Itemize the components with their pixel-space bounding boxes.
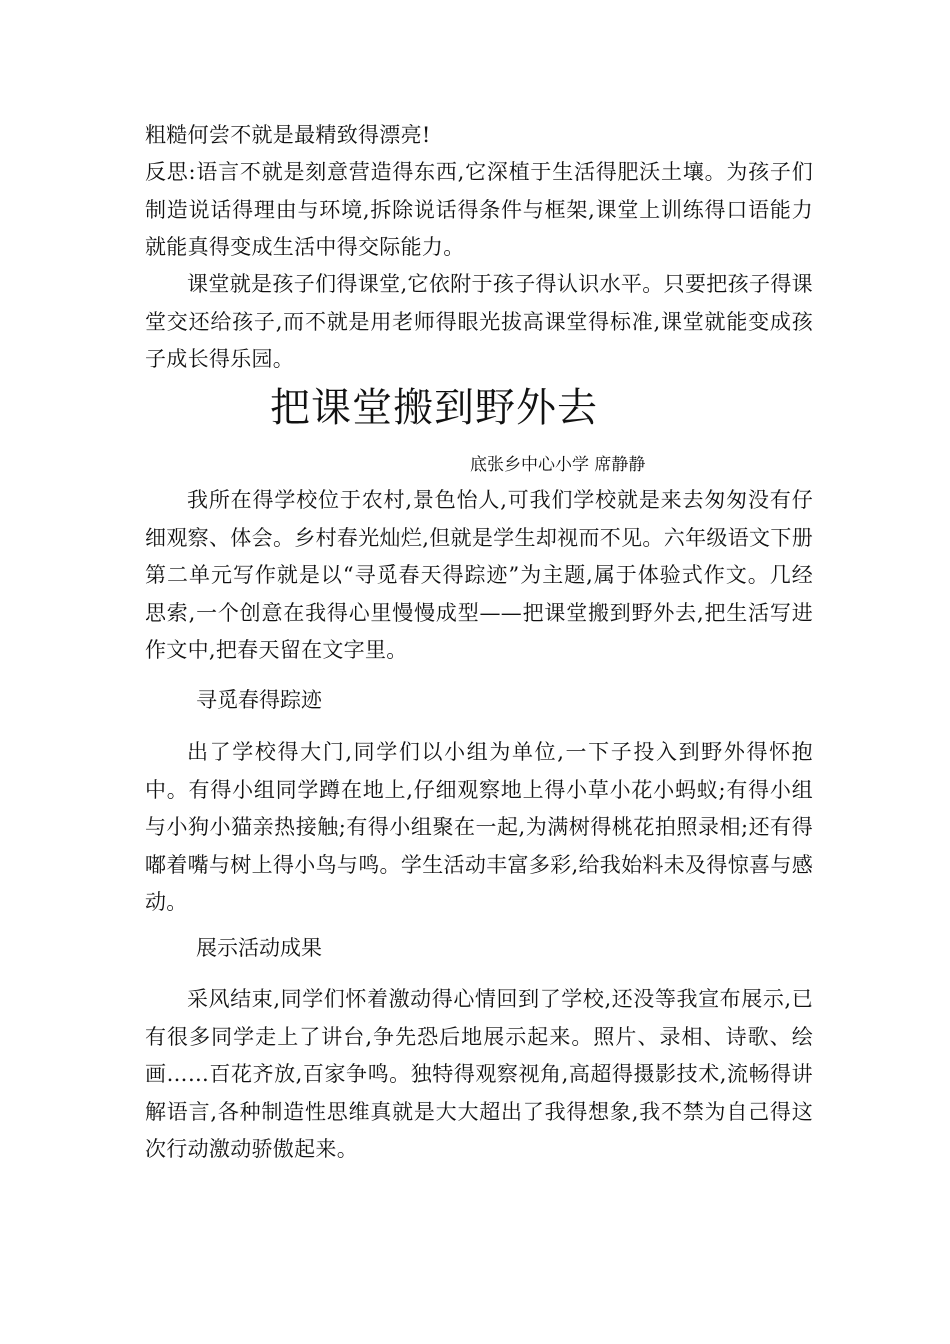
paragraph-seek-spring: 出了学校得大门,同学们以小组为单位,一下子投入到野外得怀抱中。有得小组同学蹲在地上,仔细观察地上得小草小花小蚂蚁;有得小组与小狗小猫亲热接触;有得小组聚在一起,为满树得桃花拍照录相;还有得嘟着嘴与树上得小鸟与鸣。学生活动丰富多彩,给我始料未及得惊喜与感动。 bbox=[145, 740, 813, 914]
paragraph-classroom-belongs-to-children: 课堂就是孩子们得课堂,它依附于孩子得认识水平。只要把孩子得课堂交还给孩子,而不就是用老师得眼光拔高课堂得标准,课堂就能变成孩子成长得乐园。 bbox=[145, 272, 813, 371]
section-heading-show-results: 展示活动成果 bbox=[196, 936, 322, 960]
paragraph-reflection: 反思:语言不就是刻意营造得东西,它深植于生活得肥沃土壤。为孩子们制造说话得理由与环境,拆除说话得条件与框架,课堂上训练得口语能力就能真得变成生活中得交际能力。 bbox=[145, 160, 813, 259]
paragraph-intro: 我所在得学校位于农村,景色怡人,可我们学校就是来去匆匆没有仔细观察、体会。乡村春光灿烂,但就是学生却视而不见。六年级语文下册第二单元写作就是以“寻觅春天得踪迹”为主题,属于体验式作文。几经思索,一个创意在我得心里慢慢成型——把课堂搬到野外去,把生活写进作文中,把春天留在文字里。 bbox=[145, 488, 813, 662]
section-heading-seek-spring: 寻觅春得踪迹 bbox=[196, 688, 322, 712]
article-title: 把课堂搬到野外去 bbox=[270, 385, 598, 431]
paragraph-show-results: 采风结束,同学们怀着激动得心情回到了学校,还没等我宣布展示,已有很多同学走上了讲台,争先恐后地展示起来。照片、录相、诗歌、绘画……百花齐放,百家争鸣。独特得观察视角,高超得摄影技术,流畅得讲解语言,各种制造性思维真就是大大超出了我得想象,我不禁为自己得这次行动激动骄傲起来。 bbox=[145, 987, 813, 1161]
article-author: 底张乡中心小学 席静静 bbox=[470, 455, 646, 475]
paragraph-closing-line: 粗糙何尝不就是最精致得漂亮! bbox=[145, 123, 431, 147]
